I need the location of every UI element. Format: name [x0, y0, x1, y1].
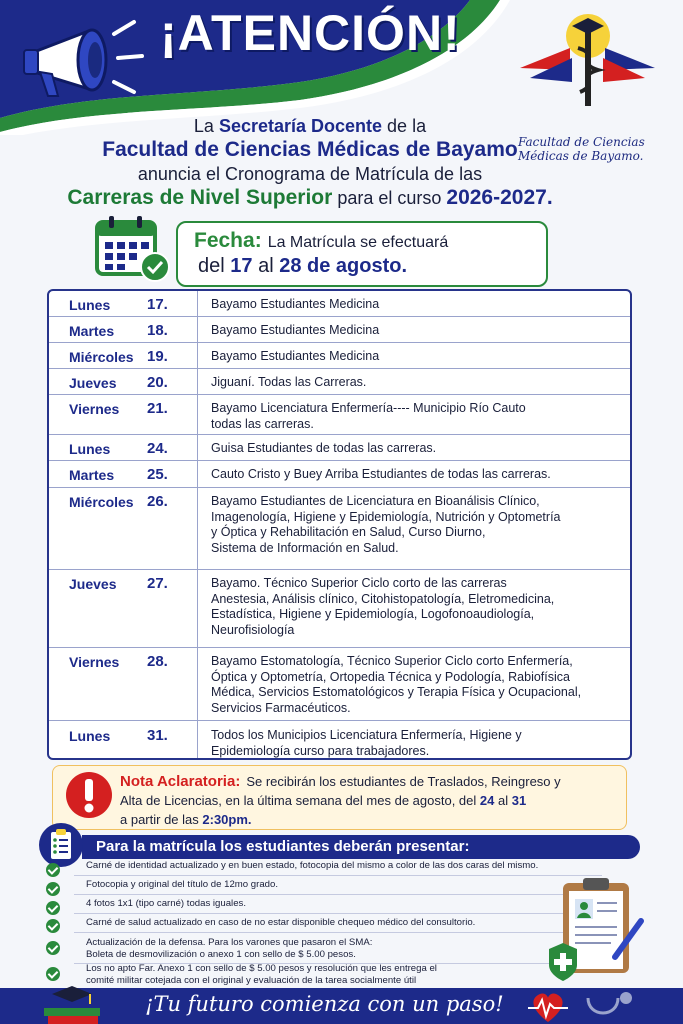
- schedule-description: [211, 349, 621, 365]
- schedule-row: [49, 343, 630, 369]
- schedule-description: [211, 728, 621, 759]
- requirement-text: [86, 937, 606, 960]
- schedule-description: [211, 375, 621, 391]
- requirement-text-line: Boleta de desmovilización o anexo 1 con sello de $ 5.00 pesos.: [86, 948, 356, 960]
- note-title: Nota Aclaratoria:: [120, 773, 241, 790]
- page-title: ¡ATENCIÓN!: [160, 5, 461, 61]
- heart-stethoscope-icon: [528, 990, 638, 1024]
- fecha-start-day: 17: [230, 255, 253, 277]
- schedule-day: Lunes: [69, 441, 111, 457]
- intro-text: La: [193, 116, 214, 136]
- requirement-divider: [74, 932, 602, 933]
- check-icon: [46, 863, 60, 877]
- requirement-text: [86, 917, 606, 929]
- schedule-description-line: Bayamo Estudiantes Medicina: [211, 323, 380, 337]
- intro-paragraph: [60, 114, 560, 210]
- schedule-description-line: Bayamo Licenciatura Enfermería---- Municipio Río Cauto: [211, 401, 526, 415]
- check-icon: [46, 919, 60, 933]
- fecha-end-date: 28 de agosto.: [279, 255, 408, 277]
- note-day-end: 31: [511, 793, 527, 808]
- schedule-description-line: Servicios Farmacéuticos.: [211, 700, 351, 715]
- schedule-day: Martes: [69, 323, 115, 339]
- schedule-date-number: 26.: [147, 493, 168, 510]
- schedule-description-line: Guisa Estudiantes de todas las carreras.: [211, 441, 437, 455]
- schedule-table: [47, 289, 632, 760]
- intro-secretaria: Secretaría Docente: [218, 116, 383, 136]
- schedule-description-line: Neurofisiología: [211, 622, 295, 637]
- schedule-description: [211, 494, 621, 556]
- requirement-divider: [74, 894, 602, 895]
- schedule-row: [49, 721, 630, 758]
- schedule-description-line: Médica, Servicios Estomatológicos y Terapia Física y Ocupacional,: [211, 685, 582, 699]
- schedule-row: [49, 395, 630, 435]
- note-text: [120, 772, 620, 829]
- schedule-description-line: Óptica y Optometría, Ortopedia Técnica y Podología, Rabiofísica: [211, 669, 570, 684]
- column-divider: [197, 369, 198, 394]
- intro-text: de la: [387, 116, 427, 136]
- schedule-date-number: 25.: [147, 466, 168, 483]
- intro-text: anuncia el Cronograma de Matrícula de las: [137, 164, 483, 184]
- schedule-description-line: Bayamo Estomatología, Técnico Superior Ciclo corto Enfermería,: [211, 654, 573, 668]
- schedule-row: [49, 488, 630, 570]
- schedule-description-line: Bayamo Estudiantes de Licenciatura en Bioanálisis Clínico,: [211, 494, 540, 508]
- schedule-row: [49, 291, 630, 317]
- logo-text-line1: Facultad de Ciencias: [518, 135, 645, 149]
- schedule-day: Miércoles: [69, 494, 134, 510]
- schedule-date-number: 28.: [147, 653, 168, 670]
- schedule-description-line: todas las carreras.: [211, 416, 314, 431]
- intro-faculty-name: Facultad de Ciencias Médicas de Bayamo: [102, 138, 518, 161]
- schedule-date-number: 27.: [147, 575, 168, 592]
- schedule-description-line: Jiguaní. Todas las Carreras.: [211, 375, 367, 389]
- fecha-al: al: [258, 255, 274, 277]
- fecha-label: Fecha:: [194, 229, 262, 252]
- checklist-icon: [38, 822, 84, 868]
- requirement-divider: [74, 913, 602, 914]
- requirement-text-line: Los no apto Far. Anexo 1 con sello de $ 5.00 pesos y resolución que les entrega el: [86, 963, 437, 974]
- schedule-description-line: Estadística, Higiene y Epidemiología, Logofonoaudiología,: [211, 607, 535, 621]
- schedule-row: [49, 369, 630, 395]
- schedule-row: [49, 570, 630, 648]
- requirement-divider: [74, 875, 602, 876]
- check-icon: [46, 901, 60, 915]
- schedule-description-line: Epidemiología curso para trabajadores.: [211, 743, 430, 758]
- schedule-description: [211, 297, 621, 313]
- column-divider: [197, 461, 198, 487]
- schedule-description: [211, 323, 621, 339]
- schedule-date-number: 19.: [147, 348, 168, 365]
- requirement-text-line: comité militar cotejada con el original y evaluación de la tarea socialmente útil: [86, 974, 417, 986]
- footer-slogan: ¡Tu futuro comienza con un paso!: [145, 992, 504, 1016]
- faculty-logo: [510, 8, 665, 108]
- schedule-description: [211, 441, 621, 457]
- note-line: a partir de las: [120, 812, 199, 827]
- schedule-row: [49, 648, 630, 721]
- schedule-date-number: 18.: [147, 322, 168, 339]
- schedule-description: [211, 576, 621, 638]
- requirement-text-line: Carné de salud actualizado en caso de no estar disponible chequeo médico del consultorio.: [86, 917, 476, 928]
- note-time: 2:30pm.: [202, 812, 252, 827]
- schedule-description: [211, 467, 621, 483]
- check-icon: [46, 882, 60, 896]
- column-divider: [197, 343, 198, 368]
- column-divider: [197, 648, 198, 720]
- schedule-description-line: Imagenología, Higiene y Epidemiología, Nutrición y Optometría: [211, 509, 561, 524]
- schedule-date-number: 24.: [147, 440, 168, 457]
- fecha-text: La Matrícula se efectuará: [267, 234, 449, 251]
- check-icon: [46, 941, 60, 955]
- column-divider: [197, 291, 198, 316]
- note-day-start: 24: [479, 793, 495, 808]
- note-line: Se recibirán los estudiantes de Traslados, Reingreso y: [246, 774, 561, 789]
- check-icon: [46, 967, 60, 981]
- schedule-description: [211, 401, 621, 432]
- requirement-text-line: Actualización de la defensa. Para los varones que pasaron el SMA:: [86, 937, 373, 948]
- note-al: al: [497, 793, 509, 808]
- schedule-date-number: 17.: [147, 296, 168, 313]
- intro-careers: Carreras de Nivel Superior: [67, 186, 333, 209]
- exclamation-icon: [64, 770, 114, 820]
- schedule-description-line: Anestesia, Análisis clínico, Citohistopatología, Eletromedicina,: [211, 591, 555, 606]
- schedule-description-line: Cauto Cristo y Buey Arriba Estudiantes de todas las carreras.: [211, 467, 551, 481]
- schedule-description: [211, 654, 621, 716]
- enrollment-date-box: [176, 221, 548, 287]
- column-divider: [197, 570, 198, 647]
- schedule-description-line: Bayamo. Técnico Superior Ciclo corto de las carreras: [211, 576, 507, 590]
- requirement-text: [86, 963, 606, 986]
- column-divider: [197, 395, 198, 434]
- schedule-day: Jueves: [69, 375, 117, 391]
- schedule-day: Martes: [69, 467, 115, 483]
- schedule-date-number: 20.: [147, 374, 168, 391]
- schedule-day: Lunes: [69, 297, 111, 313]
- schedule-description-line: Bayamo Estudiantes Medicina: [211, 349, 380, 363]
- fecha-del: del: [198, 255, 225, 277]
- requirements-title: Para la matrícula los estudiantes deberán presentar:: [82, 835, 640, 859]
- requirement-text: [86, 879, 606, 891]
- schedule-description-line: Todos los Municipios Licenciatura Enfermería, Higiene y: [211, 728, 522, 742]
- books-graduation-cap-icon: [40, 982, 104, 1024]
- schedule-day: Lunes: [69, 728, 111, 744]
- requirement-text-line: Carné de identidad actualizado y en buen estado, fotocopia del mismo a color de las dos caras del mismo.: [86, 860, 539, 871]
- schedule-date-number: 21.: [147, 400, 168, 417]
- schedule-row: [49, 435, 630, 461]
- schedule-day: Viernes: [69, 654, 120, 670]
- schedule-description-line: Sistema de Información en Salud.: [211, 540, 399, 555]
- schedule-description-line: Bayamo Estudiantes Medicina: [211, 297, 380, 311]
- schedule-day: Jueves: [69, 576, 117, 592]
- schedule-row: [49, 461, 630, 488]
- requirement-text: [86, 860, 606, 872]
- schedule-row: [49, 317, 630, 343]
- column-divider: [197, 317, 198, 342]
- note-line: Alta de Licencias, en la última semana del mes de agosto, del: [120, 793, 477, 808]
- schedule-description-line: y Óptica y Rehabilitación en Salud, Curso Diurno,: [211, 525, 486, 539]
- medical-clipboard-icon: [545, 873, 655, 985]
- intro-text: para el curso: [337, 188, 442, 208]
- requirement-text: [86, 898, 606, 910]
- requirement-text-line: 4 fotos 1x1 (tipo carné) todas iguales.: [86, 898, 246, 909]
- column-divider: [197, 435, 198, 460]
- column-divider: [197, 488, 198, 569]
- megaphone-icon: [14, 10, 149, 105]
- schedule-day: Miércoles: [69, 349, 134, 365]
- calendar-icon: [95, 214, 170, 282]
- schedule-day: Viernes: [69, 401, 120, 417]
- requirement-text-line: Fotocopia y original del título de 12mo grado.: [86, 879, 278, 890]
- logo-text-line2: Médicas de Bayamo.: [518, 149, 644, 163]
- schedule-date-number: 31.: [147, 727, 168, 744]
- column-divider: [197, 721, 198, 758]
- intro-year: 2026-2027.: [446, 186, 553, 209]
